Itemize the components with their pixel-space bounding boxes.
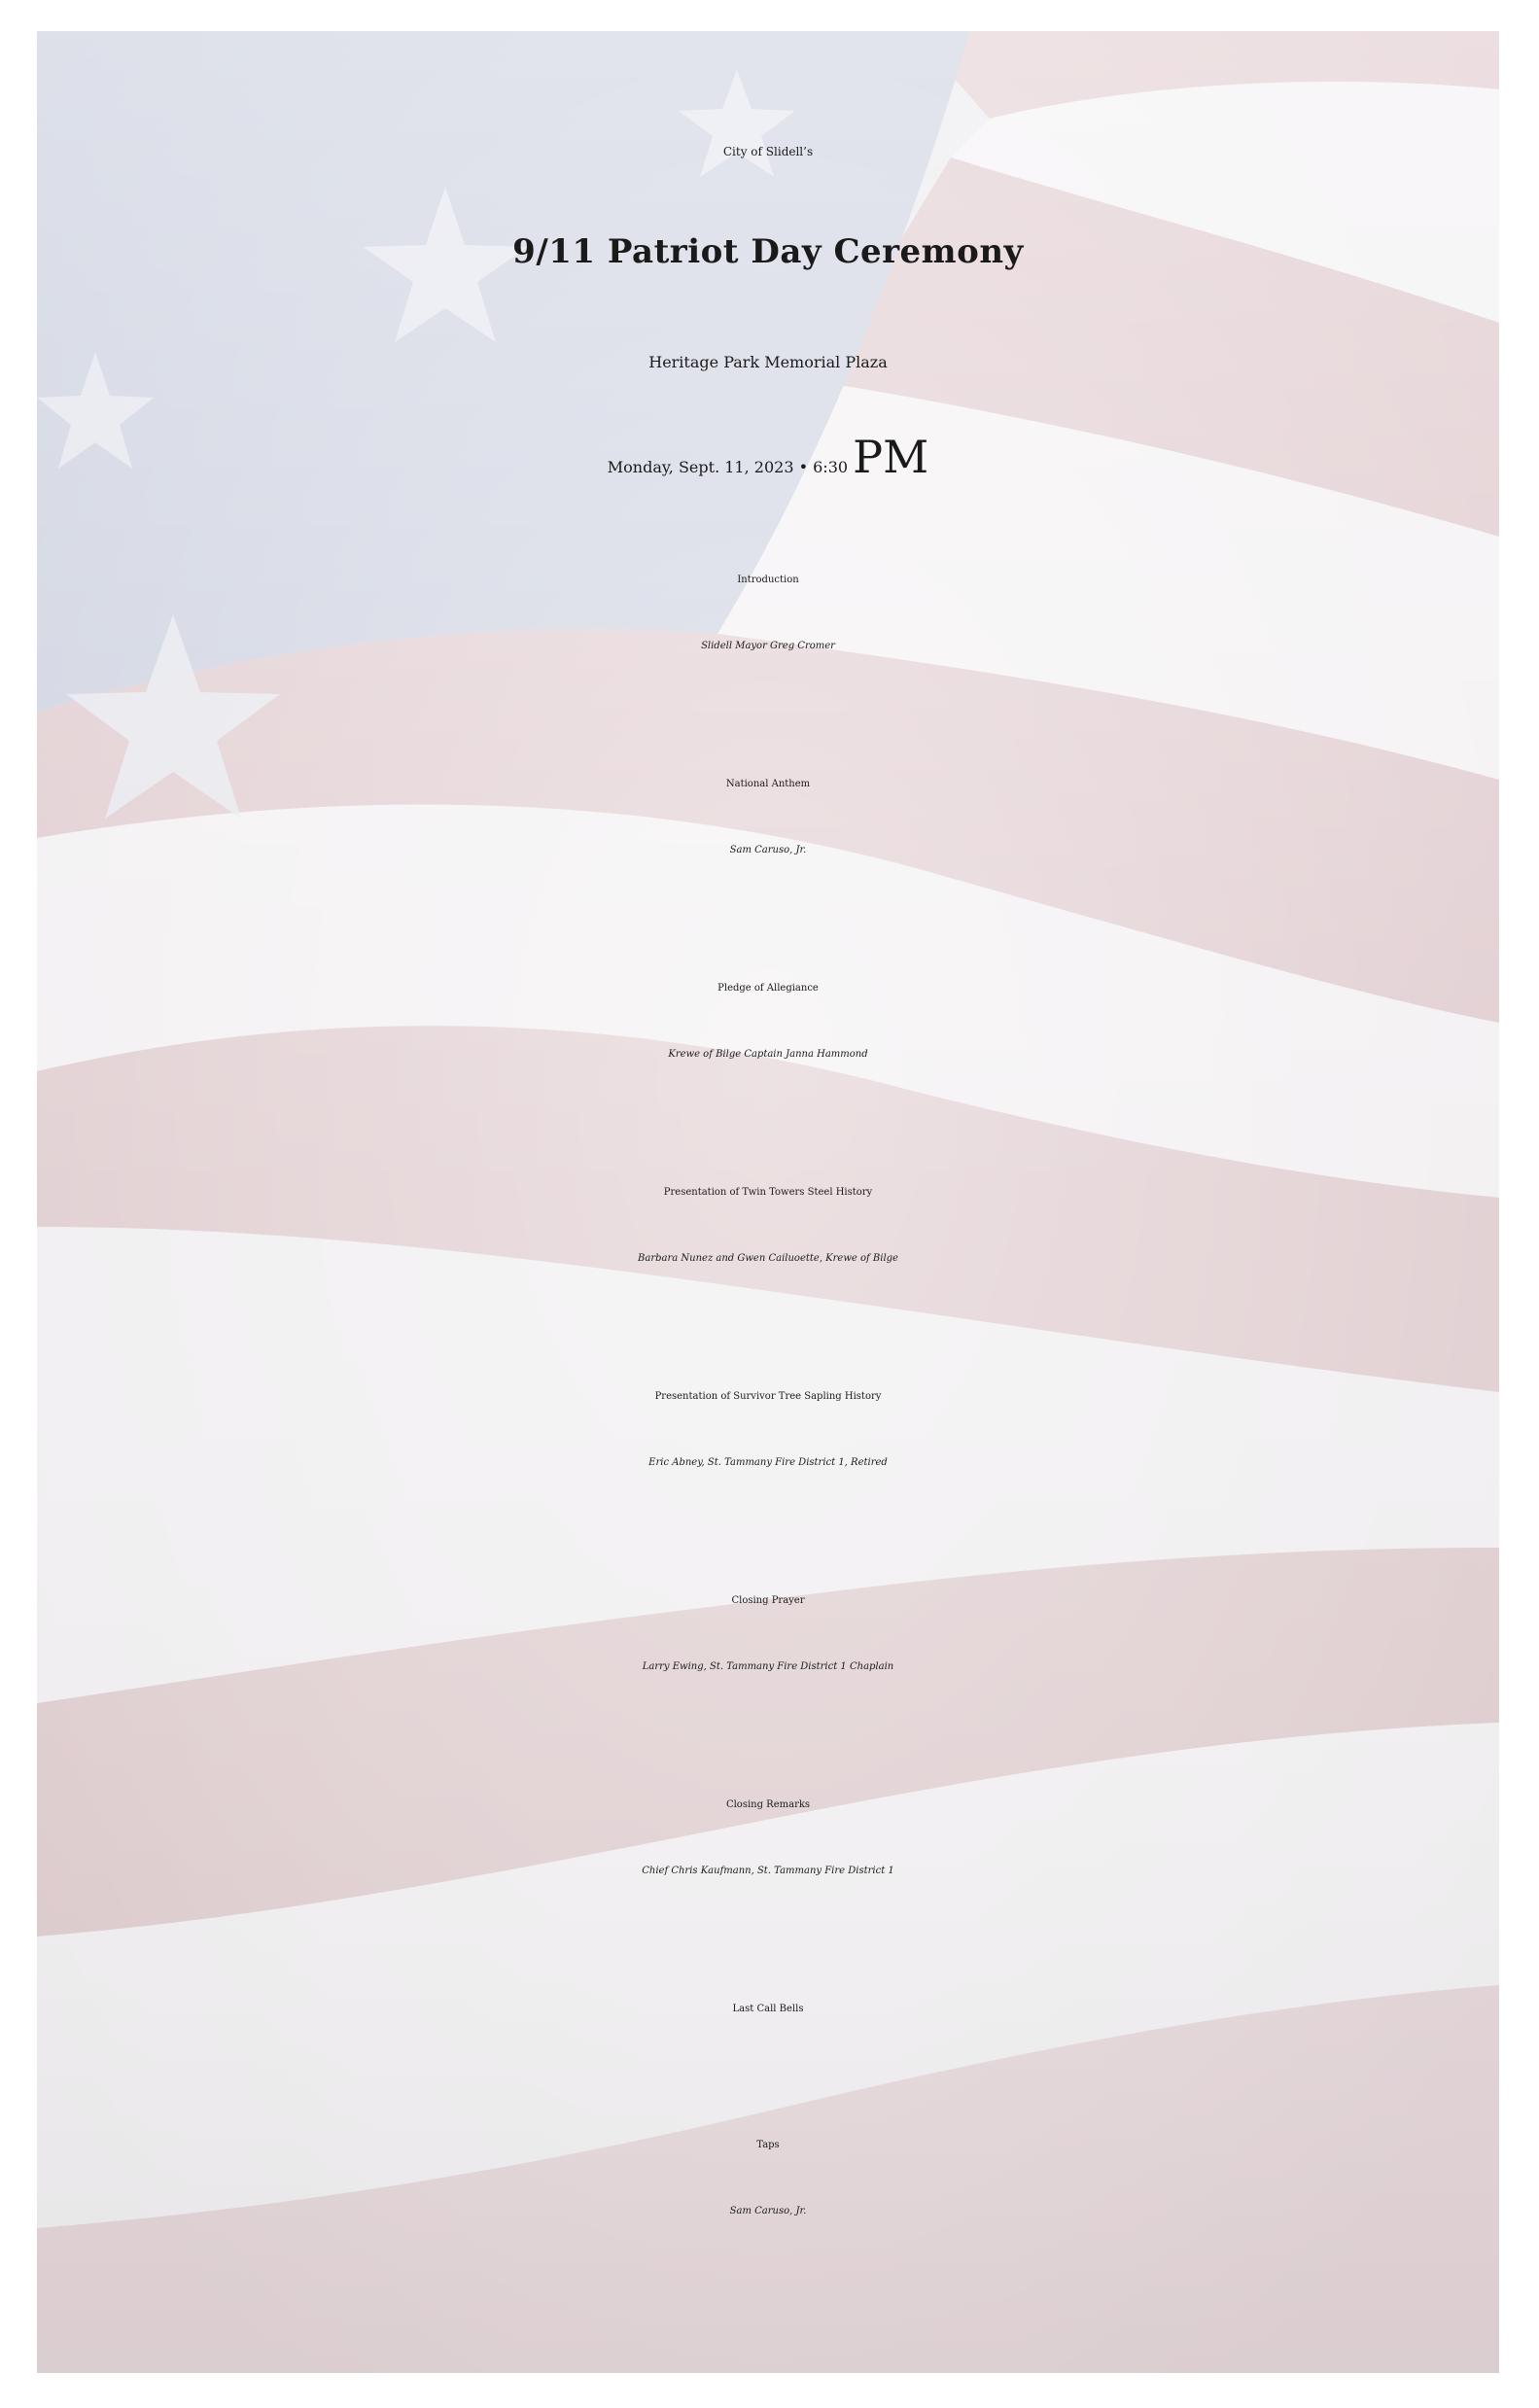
- program-content: [37, 31, 1499, 2373]
- event-ampm: PM: [853, 431, 929, 483]
- separator-bullet: •: [798, 458, 809, 476]
- page-title: 9/11 Patriot Day Ceremony: [512, 232, 1024, 271]
- venue-name: Heritage Park Memorial Plaza: [648, 353, 888, 371]
- program-item-title: Presentation of Twin Towers Steel History: [663, 1187, 873, 1198]
- program-page: [37, 31, 1499, 2373]
- event-date: Monday, Sept. 11, 2023: [607, 458, 794, 476]
- program-item-person: Eric Abney, St. Tammany Fire District 1, Retired: [648, 1457, 888, 1468]
- program-item-title: Closing Remarks: [725, 1799, 811, 1810]
- program-item-title: Presentation of Survivor Tree Sapling History: [654, 1391, 882, 1402]
- program-item-title: Last Call Bells: [732, 2004, 804, 2014]
- program-item-person: Krewe of Bilge Captain Janna Hammond: [668, 1049, 868, 1060]
- program-item-title: National Anthem: [725, 779, 811, 789]
- program-item-person: Sam Caruso, Jr.: [729, 845, 807, 855]
- org-name: City of Slidell’s: [722, 145, 814, 158]
- program-item-person: Slidell Mayor Greg Cromer: [701, 641, 835, 651]
- program-item-title: Introduction: [737, 575, 799, 585]
- program-item-person: Chief Chris Kaufmann, St. Tammany Fire District 1: [642, 1866, 894, 1876]
- event-time: 6:30: [813, 458, 849, 476]
- event-datetime: [37, 431, 1499, 483]
- program-item-title: Taps: [756, 2140, 780, 2150]
- program-item-title: Pledge of Allegiance: [717, 983, 819, 994]
- program-item-person: Sam Caruso, Jr.: [729, 2206, 807, 2216]
- program-item-person: Larry Ewing, St. Tammany Fire District 1 Chaplain: [642, 1661, 894, 1672]
- program-item-person: Barbara Nunez and Gwen Cailuoette, Krewe of Bilge: [638, 1253, 898, 1264]
- program-item-title: Closing Prayer: [731, 1595, 805, 1606]
